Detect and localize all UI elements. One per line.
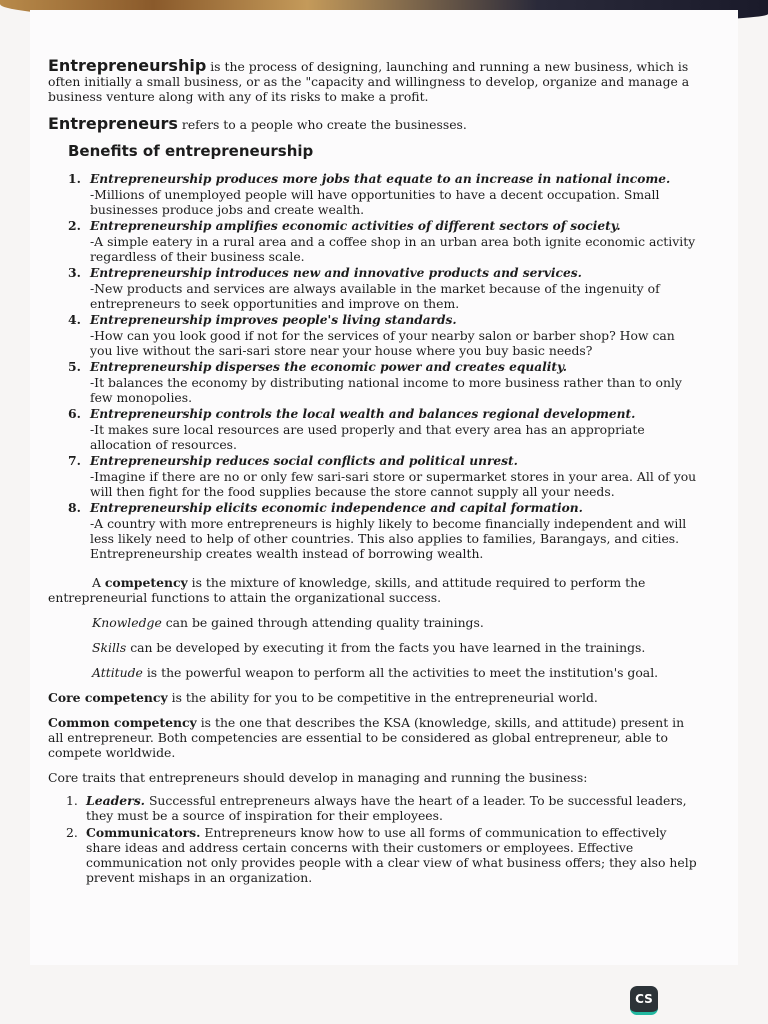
benefit-title: Entrepreneurship produces more jobs that equate to an increase in national income. (90, 172, 671, 186)
item-number: 2. (68, 218, 81, 233)
definition-competency: is the mixture of knowledge, skills, and attitude required to perform the entrepreneurial functions to attain the organizational success. (48, 575, 646, 605)
list-item (68, 406, 698, 452)
definition-entrepreneurs: refers to a people who create the businesses. (177, 117, 467, 132)
item-number: 6. (68, 406, 81, 421)
benefits-heading: Benefits of entrepreneurship (68, 142, 314, 160)
item-number: 3. (68, 265, 81, 280)
item-number: 7. (68, 453, 81, 468)
definition-core-competency: is the ability for you to be competitive in the entrepreneurial world. (167, 690, 598, 705)
trait-description: Successful entrepreneurs always have the heart of a leader. To be successful leaders, they must be a source of inspiration for their employees. (86, 793, 687, 823)
definition-entrepreneurship: is the process of designing, launching and running a new business, which is often initially a small business, or as the "capacity and willingness to develop, organize and manage a business venture along with any of its risks to make a profit. (48, 59, 690, 104)
benefit-description: -A country with more entrepreneurs is highly likely to become financially independent and will less likely need to help of other countries. This also applies to families, Barangays, and cities. Entrepreneurship creates wealth instead of borrowing wealth. (90, 516, 687, 561)
benefit-title: Entrepreneurship amplifies economic activities of different sectors of society. (90, 219, 621, 233)
benefit-description: -It balances the economy by distributing national income to more business rather than to only few monopolies. (90, 375, 682, 405)
benefits-list (68, 171, 698, 561)
definition-knowledge: can be gained through attending quality trainings. (161, 615, 484, 630)
traits-intro: Core traits that entrepreneurs should develop in managing and running the business: (48, 770, 588, 785)
list-item (68, 218, 698, 264)
competency-paragraph (48, 575, 698, 605)
competency-article: A (92, 575, 105, 590)
term-entrepreneurship: Entrepreneurship (48, 56, 207, 75)
benefit-description: -Imagine if there are no or only few sari-sari store or supermarket stores in your area. All of you will then fight for the food supplies because the store cannot supply all your needs. (90, 469, 697, 499)
definition-skills: can be developed by executing it from the facts you have learned in the trainings. (126, 640, 646, 655)
term-common-competency: Common competency (48, 715, 197, 730)
term-attitude: Attitude (92, 665, 143, 680)
list-item (66, 793, 698, 823)
term-competency: competency (104, 575, 188, 590)
list-item (68, 265, 698, 311)
term-entrepreneurs: Entrepreneurs (48, 114, 178, 133)
list-item (68, 453, 698, 499)
benefit-title: Entrepreneurship disperses the economic power and creates equality. (90, 360, 567, 374)
item-number: 1. (68, 171, 81, 186)
skills-paragraph (92, 640, 698, 655)
item-number: 8. (68, 500, 81, 515)
item-number: 1. (66, 793, 78, 808)
term-skills: Skills (92, 640, 127, 655)
item-number: 2. (66, 825, 78, 840)
benefit-description: -It makes sure local resources are used properly and that every area has an appropriate allocation of resources. (90, 422, 645, 452)
common-competency-paragraph (48, 715, 698, 760)
list-item (68, 171, 698, 217)
attitude-paragraph (92, 665, 698, 680)
benefit-description: -A simple eatery in a rural area and a coffee shop in an urban area both ignite economic activity regardless of their business scale. (90, 234, 696, 264)
item-number: 4. (68, 312, 81, 327)
definition-common-competency: is the one that describes the KSA (knowledge, skills, and attitude) present in all entrepreneur. Both competencies are essential to be considered as global entrepreneur, able to compete worldwide. (48, 715, 685, 760)
core-competency-paragraph (48, 690, 698, 705)
traits-list (66, 793, 698, 885)
benefit-title: Entrepreneurship controls the local wealth and balances regional development. (90, 407, 636, 421)
list-item (68, 312, 698, 358)
document-content (48, 58, 698, 887)
benefit-title: Entrepreneurship introduces new and innovative products and services. (90, 266, 582, 280)
benefit-description: -New products and services are always available in the market because of the ingenuity of entrepreneurs to seek opportunities and improve on them. (90, 281, 660, 311)
trait-title: Leaders. (86, 793, 145, 808)
benefit-description: -Millions of unemployed people will have opportunities to have a decent occupation. Small businesses produce jobs and create wealth. (90, 187, 660, 217)
camscanner-logo-icon: CS (630, 986, 658, 1015)
term-knowledge: Knowledge (92, 615, 162, 630)
knowledge-paragraph (92, 615, 698, 630)
list-item (66, 825, 698, 885)
list-item (68, 500, 698, 561)
item-number: 5. (68, 359, 81, 374)
benefit-title: Entrepreneurship improves people's living standards. (90, 313, 457, 327)
trait-title: Communicators. (86, 825, 201, 840)
trait-description: Entrepreneurs know how to use all forms of communication to effectively share ideas and address certain concerns with their customers or employees. Effective communication not only provides people with a clear view of what business offers; they also help prevent mishaps in an organization. (86, 825, 697, 885)
benefit-title: Entrepreneurship reduces social conflicts and political unrest. (90, 454, 518, 468)
intro-entrepreneurship (48, 58, 698, 104)
intro-entrepreneurs (48, 116, 698, 132)
definition-attitude: is the powerful weapon to perform all the activities to meet the institution's goal. (142, 665, 659, 680)
list-item (68, 359, 698, 405)
term-core-competency: Core competency (48, 690, 168, 705)
benefit-title: Entrepreneurship elicits economic independence and capital formation. (90, 501, 583, 515)
benefit-description: -How can you look good if not for the services of your nearby salon or barber shop? How can you live without the sari-sari store near your house where you buy basic needs? (90, 328, 675, 358)
